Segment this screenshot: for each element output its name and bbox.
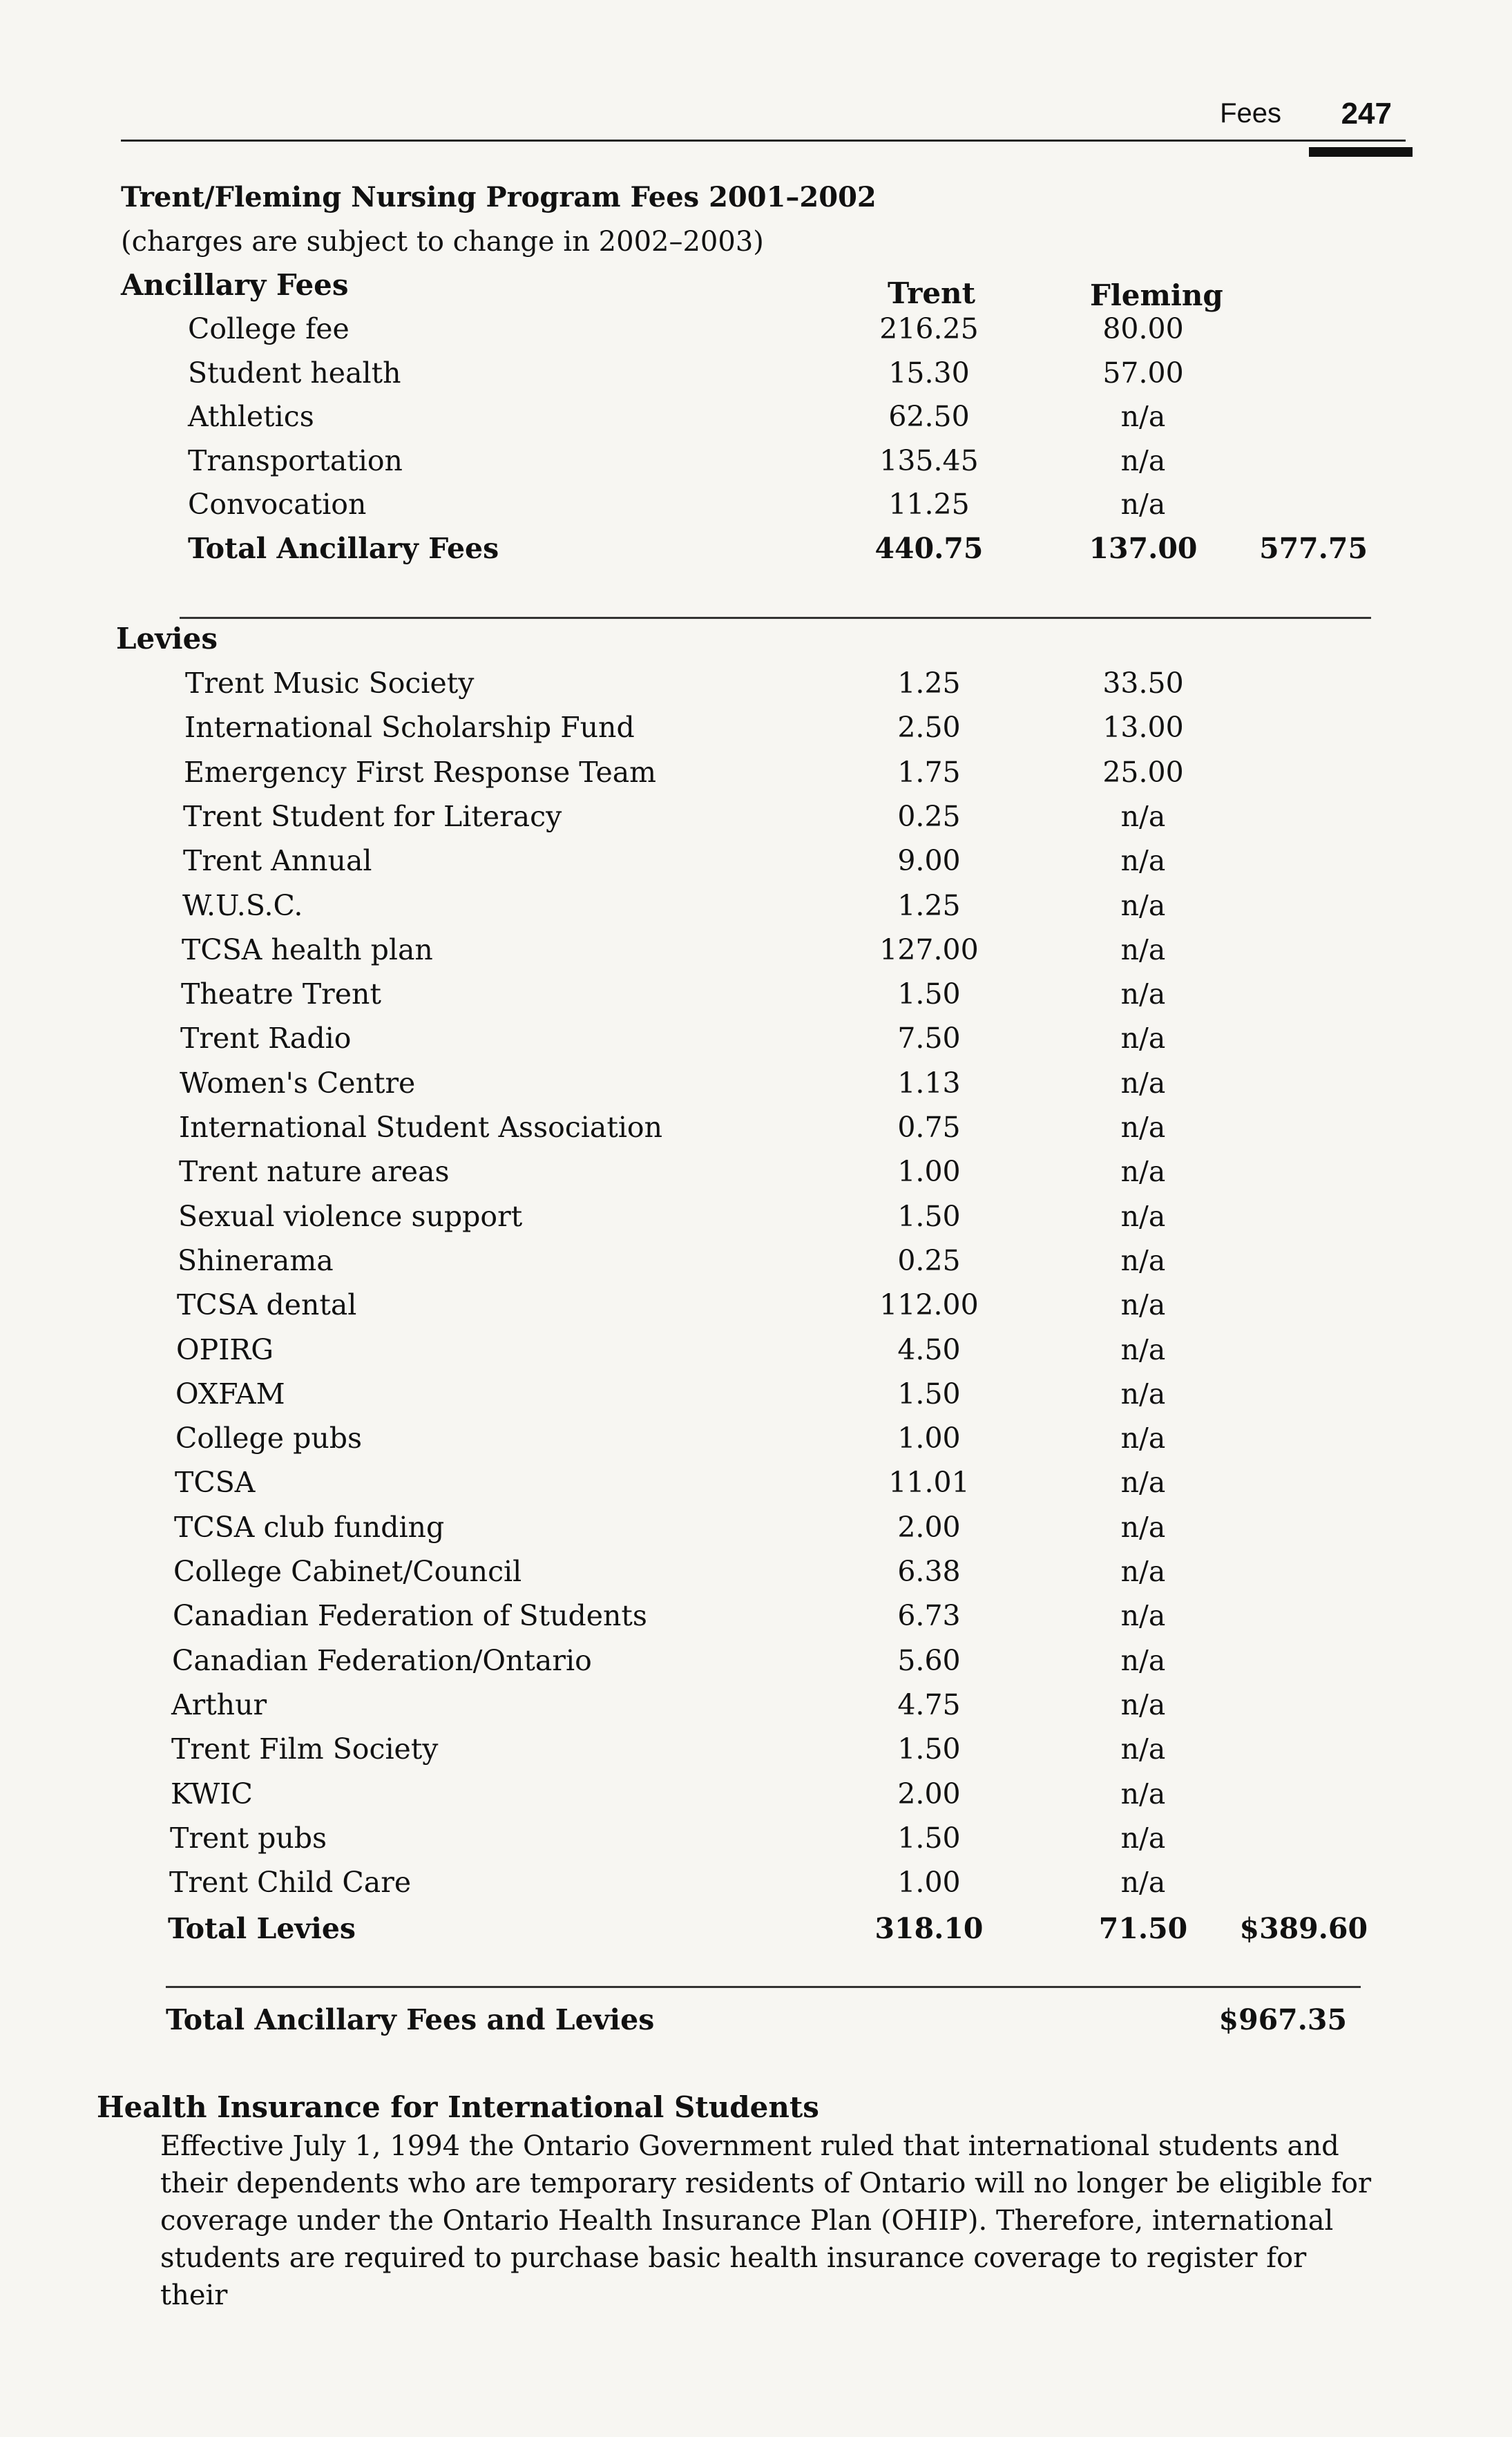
trent-amount: 15.30 [888, 356, 970, 390]
fee-row [0, 1866, 1512, 1907]
fee-label: International Student Association [179, 1111, 663, 1144]
fleming-amount: n/a [1120, 1555, 1166, 1588]
fee-row [0, 977, 1512, 1019]
levies-heading: Levies [116, 622, 218, 656]
fee-row [0, 889, 1512, 930]
fee-row [0, 312, 1512, 354]
fee-label: Trent Film Society [171, 1732, 439, 1766]
fee-label: OPIRG [176, 1332, 274, 1366]
fee-row [0, 756, 1512, 797]
trent-amount: 1.00 [897, 1155, 961, 1189]
trent-amount: 0.75 [897, 1111, 961, 1144]
fee-label: Trent Student for Literacy [183, 799, 562, 833]
fleming-amount: n/a [1120, 1199, 1166, 1233]
fee-row [0, 1688, 1512, 1730]
trent-amount: 4.75 [897, 1688, 961, 1721]
fee-label: Trent Radio [180, 1022, 352, 1055]
fleming-amount: n/a [1120, 1422, 1166, 1455]
fee-label: International Scholarship Fund [184, 711, 635, 745]
fleming-amount: n/a [1120, 1821, 1166, 1855]
col-trent: Trent [888, 276, 975, 310]
paragraph-line: their dependents who are temporary residents of Ontario will no longer be eligible for [160, 2168, 1372, 2199]
fleming-amount: n/a [1120, 888, 1166, 922]
fee-row [0, 356, 1512, 398]
table-title: Trent/Fleming Nursing Program Fees 2001–2002 [121, 181, 877, 213]
trent-amount: 1.50 [897, 1199, 961, 1233]
col-fleming: Fleming [1090, 278, 1223, 312]
fee-label: Women's Centre [180, 1066, 416, 1100]
fee-row [0, 1333, 1512, 1375]
trent-amount: 11.01 [888, 1466, 970, 1500]
fee-row [0, 1155, 1512, 1196]
trent-amount: 1.25 [897, 888, 961, 922]
fee-label: Convocation [188, 488, 367, 521]
fleming-amount: n/a [1120, 1155, 1166, 1189]
grand-total-row [0, 2003, 1512, 2045]
fee-row [0, 844, 1512, 886]
fleming-amount: n/a [1120, 1866, 1166, 1900]
ancillary-rule [180, 617, 1371, 619]
fee-row [0, 1777, 1512, 1819]
fee-label: Canadian Federation/Ontario [172, 1643, 592, 1677]
fee-row [0, 1644, 1512, 1685]
trent-amount: 1.50 [897, 977, 961, 1011]
fee-row [0, 667, 1512, 708]
ancillary-heading: Ancillary Fees [121, 268, 349, 302]
fleming-amount: n/a [1120, 1643, 1166, 1677]
fleming-amount: 33.50 [1102, 667, 1184, 700]
fee-row [0, 1288, 1512, 1330]
fee-row [0, 1111, 1512, 1152]
trent-amount: 5.60 [897, 1643, 961, 1677]
trent-amount: 1.25 [897, 667, 961, 700]
fleming-amount: n/a [1120, 1377, 1166, 1411]
trent-amount: 1.75 [897, 755, 961, 789]
fee-row [0, 1200, 1512, 1241]
trent-amount: 216.25 [879, 312, 979, 345]
fleming-amount: 57.00 [1102, 356, 1184, 390]
fee-row [0, 1466, 1512, 1507]
fee-row [0, 400, 1512, 441]
header-bar [1309, 147, 1413, 157]
fee-label: Trent Annual [183, 844, 372, 878]
trent-amount: 6.73 [897, 1599, 961, 1633]
fleming-amount: n/a [1120, 1022, 1166, 1055]
fee-row [0, 1067, 1512, 1108]
trent-amount: 1.13 [897, 1066, 961, 1100]
fee-label: KWIC [171, 1777, 253, 1810]
fee-row [0, 1599, 1512, 1641]
trent-amount: 4.50 [897, 1332, 961, 1366]
total-row [0, 1912, 1512, 1953]
trent-amount: 2.00 [897, 1510, 961, 1544]
trent-amount: 1.50 [897, 1821, 961, 1855]
fee-label: Trent nature areas [179, 1155, 450, 1189]
fleming-amount: n/a [1120, 1688, 1166, 1721]
fleming-amount: n/a [1120, 1510, 1166, 1544]
fee-label: W.U.S.C. [182, 888, 303, 922]
fee-label: Canadian Federation of Students [173, 1599, 647, 1633]
fee-row [0, 1244, 1512, 1286]
fleming-amount: n/a [1120, 1732, 1166, 1766]
trent-amount: 1.00 [897, 1866, 961, 1900]
fleming-amount: n/a [1120, 844, 1166, 878]
trent-amount: 1.50 [897, 1732, 961, 1766]
fleming-amount: 137.00 [1089, 532, 1198, 565]
combined-total: $389.60 [1239, 1912, 1368, 1945]
paragraph-line: Effective July 1, 1994 the Ontario Government ruled that international students and [160, 2130, 1339, 2162]
fee-label: OXFAM [175, 1377, 285, 1411]
trent-amount: 2.00 [897, 1777, 961, 1810]
fleming-amount: 13.00 [1102, 711, 1184, 745]
fee-row [0, 1511, 1512, 1552]
header-rule [121, 140, 1406, 142]
fee-label: College Cabinet/Council [173, 1555, 522, 1588]
fee-row [0, 1377, 1512, 1419]
trent-amount: 62.50 [888, 400, 970, 433]
trent-amount: 127.00 [879, 933, 979, 966]
fee-label: TCSA dental [177, 1288, 357, 1322]
trent-amount: 2.50 [897, 711, 961, 745]
fleming-amount: n/a [1120, 1243, 1166, 1277]
fee-row [0, 444, 1512, 486]
fee-label: Arthur [171, 1688, 267, 1721]
trent-amount: 9.00 [897, 844, 961, 878]
fee-row [0, 711, 1512, 752]
fee-label: Transportation [188, 443, 403, 477]
fleming-amount: n/a [1120, 799, 1166, 833]
fee-label: College fee [188, 312, 350, 345]
fee-label: Shinerama [178, 1243, 334, 1277]
trent-amount: 135.45 [879, 443, 979, 477]
fleming-amount: n/a [1120, 1466, 1166, 1500]
fleming-amount: n/a [1120, 977, 1166, 1011]
fleming-amount: 25.00 [1102, 755, 1184, 789]
fleming-amount: n/a [1120, 1599, 1166, 1633]
fee-label: Student health [188, 356, 401, 390]
combined-total: 577.75 [1259, 532, 1368, 565]
fee-label: Theatre Trent [181, 977, 381, 1011]
fee-row [0, 1422, 1512, 1463]
fleming-amount: n/a [1120, 488, 1166, 521]
fee-label: Trent pubs [170, 1821, 327, 1855]
trent-amount: 0.25 [897, 799, 961, 833]
fee-label: Sexual violence support [178, 1199, 523, 1233]
fleming-amount: 80.00 [1102, 312, 1184, 345]
fee-row [0, 800, 1512, 841]
fee-label: Athletics [188, 400, 314, 433]
trent-amount: 112.00 [879, 1288, 979, 1322]
fee-label: College pubs [175, 1422, 363, 1455]
total-row [0, 532, 1512, 573]
fee-row [0, 1822, 1512, 1863]
fee-label: Trent Child Care [169, 1866, 412, 1900]
paragraph-line: coverage under the Ontario Health Insurance Plan (OHIP). Therefore, international [160, 2205, 1334, 2237]
fee-label: Emergency First Response Team [184, 755, 657, 789]
health-insurance-paragraph [160, 2128, 1376, 2314]
fee-row [0, 488, 1512, 529]
running-head-section: Fees [1220, 98, 1281, 128]
fee-row [0, 1022, 1512, 1063]
fleming-amount: 71.50 [1098, 1912, 1188, 1945]
fleming-amount: n/a [1120, 1066, 1166, 1100]
fleming-amount: n/a [1120, 1288, 1166, 1322]
trent-amount: 11.25 [888, 488, 970, 521]
health-insurance-heading: Health Insurance for International Students [97, 2090, 819, 2124]
paragraph-line: students are required to purchase basic health insurance coverage to register for their [160, 2242, 1307, 2311]
trent-amount: 0.25 [897, 1243, 961, 1277]
trent-amount: 1.00 [897, 1422, 961, 1455]
fleming-amount: n/a [1120, 1332, 1166, 1366]
running-head [121, 97, 1406, 145]
table-subtitle: (charges are subject to change in 2002–2003) [121, 226, 764, 258]
grand-total-value: $967.35 [1218, 2003, 1347, 2036]
fleming-amount: n/a [1120, 1777, 1166, 1810]
fee-label: TCSA [175, 1466, 256, 1500]
grand-total-label: Total Ancillary Fees and Levies [166, 2003, 655, 2036]
fee-label: Trent Music Society [185, 667, 475, 700]
fee-label: Total Levies [168, 1912, 356, 1945]
fleming-amount: n/a [1120, 400, 1166, 433]
fee-label: TCSA health plan [182, 933, 433, 966]
fee-row [0, 1555, 1512, 1596]
fee-row [0, 933, 1512, 975]
fee-row [0, 1732, 1512, 1774]
trent-amount: 7.50 [897, 1022, 961, 1055]
fee-label: TCSA club funding [174, 1510, 445, 1544]
trent-amount: 6.38 [897, 1555, 961, 1588]
fee-label: Total Ancillary Fees [188, 532, 499, 565]
trent-amount: 440.75 [874, 532, 984, 565]
trent-amount: 1.50 [897, 1377, 961, 1411]
trent-amount: 318.10 [874, 1912, 984, 1945]
fleming-amount: n/a [1120, 933, 1166, 966]
fleming-amount: n/a [1120, 1111, 1166, 1144]
fleming-amount: n/a [1120, 443, 1166, 477]
page-number: 247 [1341, 97, 1392, 131]
levies-rule [166, 1986, 1361, 1988]
